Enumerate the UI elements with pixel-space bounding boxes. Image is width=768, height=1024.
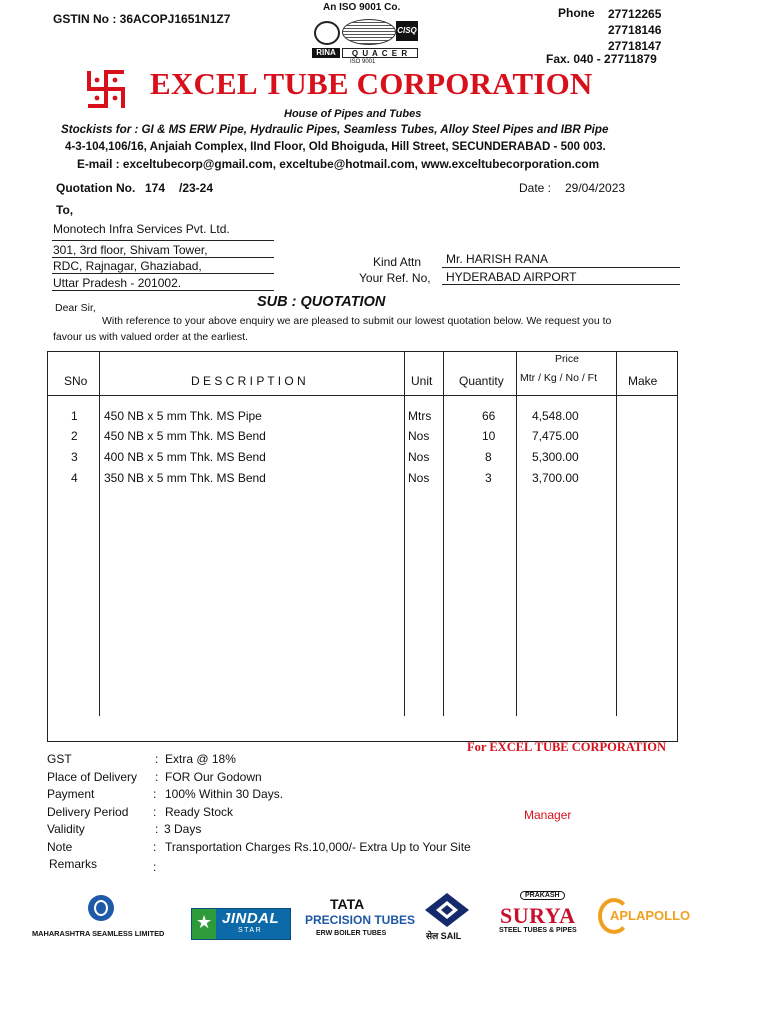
jindal-star-logo: [191, 908, 291, 940]
surya-sub-text: STEEL TUBES & PIPES: [499, 927, 577, 934]
tagline: House of Pipes and Tubes: [284, 108, 422, 120]
sail-emblem-icon: [424, 892, 470, 928]
sail-logo: [420, 892, 474, 942]
phone-label: Phone: [558, 6, 595, 20]
address-rule: [52, 240, 274, 241]
term-colon: :: [155, 769, 159, 784]
term-row: [47, 839, 547, 857]
row-description: 350 NB x 5 mm Thk. MS Bend: [104, 471, 266, 485]
jindal-main-text: JINDAL: [222, 910, 280, 927]
subject: SUB : QUOTATION: [257, 294, 386, 310]
col-make-header: Make: [628, 374, 658, 388]
date-label: Date :: [519, 181, 552, 195]
term-label: Delivery Period: [47, 804, 129, 819]
tata-precision-tubes-logo: [303, 896, 416, 942]
ref-label: Your Ref. No,: [359, 271, 431, 285]
table-header-rule: [47, 395, 677, 396]
company-name: EXCEL TUBE CORPORATION: [150, 66, 593, 101]
iso-9001-mark: ISO 9001: [350, 59, 376, 65]
col-description-header: D E S C R I P T I O N: [191, 374, 306, 388]
row-quantity: 10: [482, 429, 496, 443]
row-unit: Nos: [408, 471, 430, 485]
recipient-address-1: 301, 3rd floor, Shivam Tower,: [53, 243, 208, 257]
term-label: Place of Delivery: [47, 769, 138, 784]
phone-list: [608, 6, 661, 54]
gstin: GSTIN No : 36ACOPJ1651N1Z7: [53, 12, 231, 26]
contact: E-mail : exceltubecorp@gmail.com, exceltube@hotmail.com, www.exceltubecorporation.com: [77, 157, 600, 171]
ref-value: HYDERABAD AIRPORT: [446, 270, 577, 284]
quotation-date: 29/04/2023: [565, 181, 626, 195]
rina-mark: RINA: [312, 48, 340, 58]
phone-3: 27718147: [608, 39, 662, 53]
term-value: FOR Our Godown: [165, 769, 262, 784]
fax: Fax. 040 - 27711879: [546, 52, 657, 66]
quacer-mark: Q U A C E R: [342, 48, 418, 58]
term-label: Remarks: [49, 857, 98, 871]
apl-apollo-logo: [598, 898, 698, 936]
row-description: 400 NB x 5 mm Thk. MS Bend: [104, 450, 266, 464]
tata-sub-text: PRECISION TUBES: [305, 913, 416, 927]
row-sno: 2: [71, 429, 78, 443]
row-unit: Nos: [408, 450, 430, 464]
to-label: To,: [56, 203, 74, 217]
row-sno: 1: [71, 409, 78, 423]
col-divider: [443, 351, 444, 716]
term-value: Transportation Charges Rs.10,000/- Extra Up to Your Site: [165, 839, 471, 854]
term-label: GST: [47, 752, 72, 766]
term-colon: :: [153, 839, 157, 854]
quotation-number: 174: [145, 181, 166, 195]
row-description: 450 NB x 5 mm Thk. MS Pipe: [104, 409, 262, 423]
row-price: 7,475.00: [532, 429, 579, 443]
row-price: 5,300.00: [532, 450, 579, 464]
kind-attn-label: Kind Attn: [373, 255, 422, 269]
stockists: Stockists for : GI & MS ERW Pipe, Hydraulic Pipes, Seamless Tubes, Alloy Steel Pipes and IBR Pipe: [61, 123, 609, 136]
maharashtra-text: MAHARASHTRA SEAMLESS LIMITED: [32, 929, 165, 938]
table-row: [0, 409, 768, 425]
maharashtra-emblem-icon: [88, 895, 114, 921]
quotation-suffix: /23-24: [179, 181, 214, 195]
phone-2: 27718146: [608, 23, 662, 37]
tata-sub2-text: ERW BOILER TUBES: [316, 930, 387, 937]
surya-logo: [497, 891, 587, 941]
surya-main-text: SURYA: [500, 903, 576, 928]
term-row: [47, 821, 547, 839]
body-line-1: With reference to your above enquiry we are pleased to submit our lowest quotation below. We request you to: [102, 315, 612, 327]
term-value: 3 Days: [164, 822, 202, 836]
row-unit: Mtrs: [408, 409, 432, 423]
iso-line: An ISO 9001 Co.: [323, 2, 401, 13]
row-price: 3,700.00: [532, 471, 579, 485]
address-rule: [52, 290, 274, 291]
quotation-label: Quotation No.: [56, 181, 136, 195]
table-row: [0, 471, 768, 487]
body-line-2: favour us with valued order at the earliest.: [53, 331, 248, 343]
row-description: 450 NB x 5 mm Thk. MS Bend: [104, 429, 266, 443]
row-quantity: 8: [485, 450, 492, 464]
address-rule: [52, 257, 274, 258]
recipient-address-3: Uttar Pradesh - 201002.: [53, 276, 182, 290]
globe-icon: [342, 19, 396, 45]
term-label: Note: [47, 839, 73, 854]
surya-prakash-text: PRAKASH: [520, 891, 565, 900]
phone-1: 27712265: [608, 7, 662, 21]
tata-main-text: TATA: [330, 896, 365, 912]
recipient-name: Monotech Infra Services Pvt. Ltd.: [53, 222, 230, 236]
row-sno: 4: [71, 471, 78, 485]
for-company: For EXCEL TUBE CORPORATION: [467, 740, 666, 754]
jindal-sub-text: STAR: [238, 927, 263, 934]
term-row: [47, 786, 547, 804]
row-unit: Nos: [408, 429, 430, 443]
term-colon: :: [153, 860, 157, 874]
term-colon: :: [155, 822, 159, 836]
table-row: [0, 450, 768, 466]
cert-seal-icon: [314, 21, 340, 45]
attn-rule: [442, 267, 680, 268]
recipient-address-2: RDC, Rajnagar, Ghaziabad,: [53, 259, 202, 273]
address-rule: [52, 273, 274, 274]
col-sno-header: SNo: [64, 374, 88, 388]
terms-list: [47, 751, 547, 874]
sail-text: सेल SAIL: [426, 931, 462, 941]
col-divider: [616, 351, 617, 716]
jindal-star-icon: ★: [192, 909, 216, 939]
row-quantity: 3: [485, 471, 492, 485]
col-price-header: Price: [555, 353, 579, 365]
maharashtra-seamless-logo: [30, 895, 182, 941]
address: 4-3-104,106/16, Anjaiah Complex, IInd Floor, Old Bhoiguda, Hill Street, SECUNDERABAD - 500 003.: [65, 140, 606, 153]
col-price-unit-header: Mtr / Kg / No / Ft: [520, 372, 598, 384]
ref-rule: [442, 284, 680, 285]
apl-text: APLAPOLLO: [610, 908, 691, 923]
table-row: [0, 429, 768, 445]
col-divider: [516, 351, 517, 716]
row-quantity: 66: [482, 409, 496, 423]
kind-attn-value: Mr. HARISH RANA: [446, 252, 549, 266]
term-row: [47, 856, 547, 874]
col-quantity-header: Quantity: [459, 374, 504, 388]
term-value: Extra @ 18%: [165, 752, 236, 766]
col-divider: [404, 351, 405, 716]
term-colon: :: [153, 804, 157, 819]
term-value: 100% Within 30 Days.: [165, 787, 284, 801]
signatory-designation: Manager: [524, 808, 572, 822]
term-colon: :: [155, 752, 159, 766]
salutation: Dear Sir,: [55, 302, 96, 314]
term-label: Payment: [47, 787, 95, 801]
col-unit-header: Unit: [411, 374, 433, 388]
certification-marks: [312, 17, 418, 63]
row-sno: 3: [71, 450, 78, 464]
term-row: [47, 804, 547, 822]
cisq-mark: CISQ: [396, 21, 418, 41]
row-price: 4,548.00: [532, 409, 579, 423]
col-divider: [99, 351, 100, 716]
term-colon: :: [153, 787, 157, 801]
term-label: Validity: [47, 822, 85, 836]
term-value: Ready Stock: [165, 804, 234, 819]
swastik-logo-icon: [82, 68, 130, 110]
term-row: [47, 769, 547, 787]
